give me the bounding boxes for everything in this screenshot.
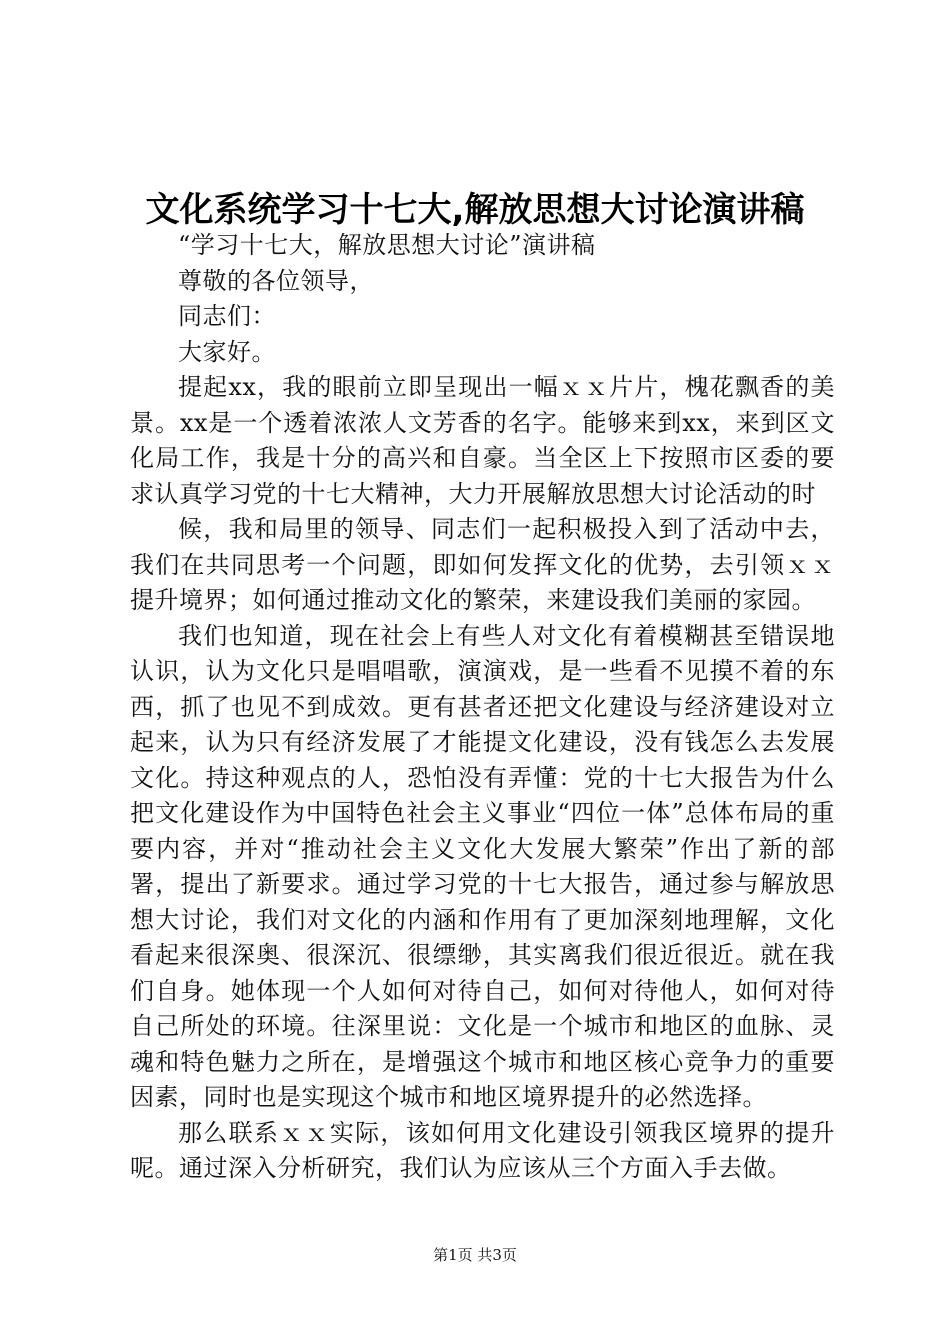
document-body (130, 228, 835, 1187)
paragraph: 我们也知道，现在社会上有些人对文化有着模糊甚至错误地认识，认为文化只是唱唱歌，演演戏，是一些看不见摸不着的东西，抓了也见不到成效。更有甚者还把文化建设与经济建设对立起来，认为只有经济发展了才能提文化建设，没有钱怎么去发展文化。持这种观点的人，恐怕没有弄懂：党的十七大报告为什么把文化建设作为中国特色社会主义事业“四位一体”总体布局的重要内容，并对“推动社会主义文化大发展大繁荣”作出了新的部署，提出了新要求。通过学习党的十七大报告，通过参与解放思想大讨论，我们对文化的内涵和作用有了更加深刻地理解，文化看起来很深奥、很深沉、很缥缈，其实离我们很近很近。就在我们自身。她体现一个人如何对待自己，如何对待他人，如何对待自己所处的环境。往深里说：文化是一个城市和地区的血脉、灵魂和特色魅力之所在，是增强这个城市和地区核心竞争力的重要因素，同时也是实现这个城市和地区境界提升的必然选择。 (130, 621, 835, 1111)
greeting: 大家好。 (178, 337, 276, 366)
salutation-leaders: 尊敬的各位领导， (178, 266, 374, 295)
paragraph: 提起xx，我的眼前立即呈现出一幅ｘｘ片片，槐花飘香的美景。xx是一个透着浓浓人文芳香的名字。能够来到xx，来到区文化局工作，我是十分的高兴和自豪。当全区上下按照市区委的要求认真学习党的十七大精神，大力开展解放思想大讨论活动的时 (130, 373, 835, 508)
salutation-comrades: 同志们： (178, 302, 276, 330)
document-title: 文化系统学习十七大,解放思想大讨论演讲稿 (145, 190, 805, 230)
paragraph: 那么联系ｘｘ实际，该如何用文化建设引领我区境界的提升呢。通过深入分析研究，我们认为应该从三个方面入手去做。 (130, 1118, 835, 1182)
page-number: 第1页 共3页 (433, 1246, 517, 1264)
speech-subtitle: “学习十七大，解放思想大讨论”演讲稿 (178, 231, 596, 259)
paragraph: 候，我和局里的领导、同志们一起积极投入到了活动中去，我们在共同思考一个问题，即如何发挥文化的优势，去引领ｘｘ提升境界；如何通过推动文化的繁荣，来建设我们美丽的家园。 (130, 515, 835, 614)
